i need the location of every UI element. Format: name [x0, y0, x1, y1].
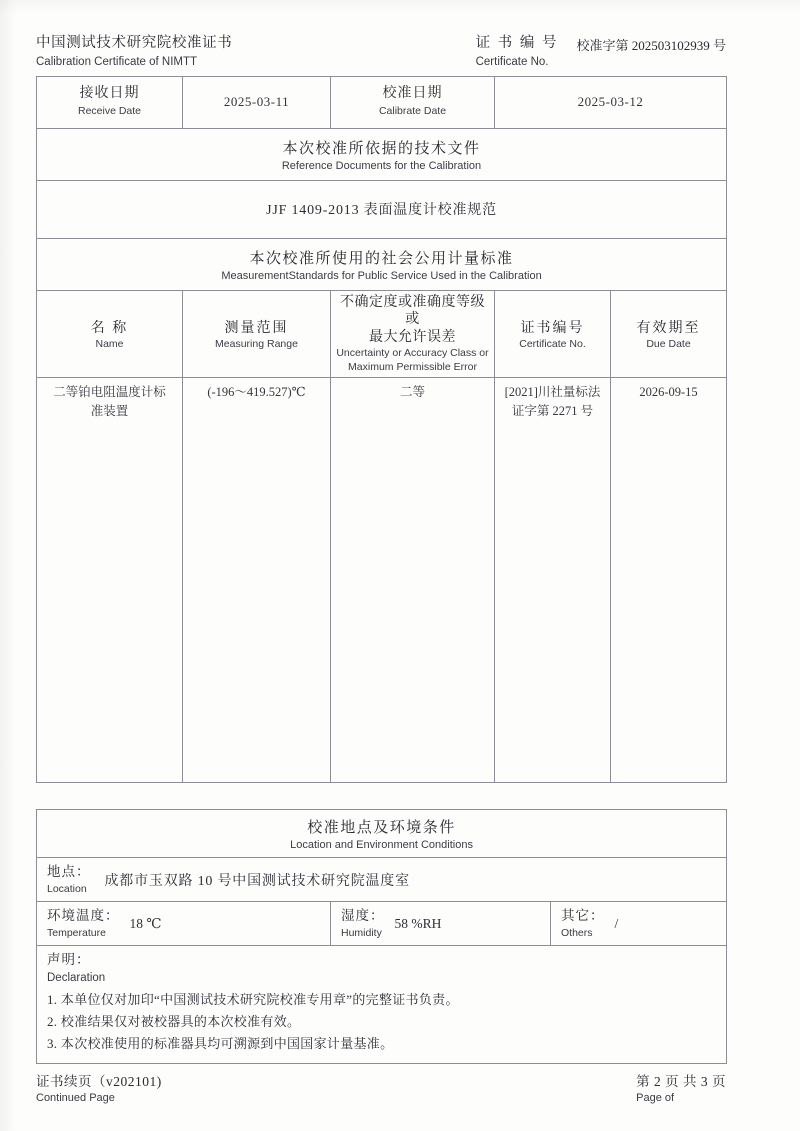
- page-number-en: Page of: [636, 1092, 675, 1105]
- calibrate-date-value-cell: [495, 76, 727, 128]
- document-title-block: [36, 34, 366, 70]
- declaration-items: [37, 989, 726, 1063]
- page-number: 第 2 页 共 3 页: [636, 1073, 726, 1089]
- location-place-value: 成都市玉双路 10 号中国测试技术研究院温度室: [104, 873, 410, 889]
- certificate-number-value: 校准字第 202503102939 号: [576, 38, 726, 53]
- humidity-label-cn: 湿度：: [341, 908, 385, 924]
- footer-left: [36, 1073, 162, 1107]
- reference-document-row: [37, 180, 727, 238]
- location-place-label: [47, 863, 91, 896]
- footer-right: [636, 1073, 726, 1107]
- temperature-cell: [37, 902, 331, 946]
- reference-document-cell: [37, 180, 727, 238]
- reference-title-cell: [37, 128, 727, 180]
- calibrate-date-label-cell: [331, 76, 495, 128]
- reference-document-value: JJF 1409-2013 表面温度计校准规范: [266, 203, 497, 219]
- footer-left-en: Continued Page: [36, 1092, 115, 1105]
- standards-col-duedate: [611, 290, 727, 378]
- others-value: /: [614, 915, 619, 931]
- standards-col-uncertainty-cn-1: 不确定度或准确度等级或: [340, 294, 485, 328]
- location-title-row: [37, 810, 727, 858]
- standards-header-row: [37, 290, 727, 378]
- certificate-content: [36, 34, 726, 1106]
- standard-name-value: [37, 378, 182, 426]
- footer-left-cn: 证书续页（v202101): [36, 1073, 162, 1089]
- receive-date-value: 2025-03-11: [223, 94, 290, 110]
- reference-title-cn: 本次校准所依据的技术文件: [282, 140, 481, 157]
- declaration-label: [37, 946, 726, 988]
- standards-col-certno-cn: 证书编号: [520, 320, 585, 336]
- location-place-row: [37, 858, 727, 902]
- standards-col-uncertainty-en-1: Uncertainty or Accuracy Class or: [336, 347, 489, 360]
- environment-row: [37, 902, 727, 946]
- standards-title-cn: 本次校准所使用的社会公用计量标准: [249, 250, 514, 267]
- standards-title-cell: [37, 238, 727, 290]
- humidity-label-en: Humidity: [341, 926, 382, 939]
- others-cell: [551, 902, 727, 946]
- location-title-en: Location and Environment Conditions: [290, 839, 473, 852]
- temperature-label-en: Temperature: [47, 926, 106, 939]
- temperature-label: [47, 907, 120, 940]
- standards-col-range: [183, 290, 331, 378]
- standards-col-certno: [495, 290, 611, 378]
- temperature-label-cn: 环境温度：: [47, 908, 120, 924]
- others-label-cn: 其它：: [561, 908, 605, 924]
- list-item: 1. 本单位仅对加印“中国测试技术研究院校准专用章”的完整证书负责。: [47, 991, 459, 1007]
- standards-col-uncertainty: [331, 290, 495, 378]
- location-place-label-cn: 地点：: [47, 864, 91, 880]
- reference-title-en: Reference Documents for the Calibration: [281, 159, 482, 172]
- standards-col-duedate-en: Due Date: [646, 337, 691, 350]
- page-title-en: Calibration Certificate of NIMTT: [36, 55, 198, 68]
- certificate-number-label: [476, 34, 559, 70]
- calibrate-date-value: 2025-03-12: [577, 94, 644, 110]
- standard-certno-cell: [495, 378, 611, 783]
- standards-col-duedate-cn: 有效期至: [636, 320, 701, 336]
- standards-col-range-en: Measuring Range: [215, 337, 298, 350]
- page-title: 中国测试技术研究院校准证书: [36, 35, 233, 51]
- standard-certno-line1: [2021]川社量标法: [504, 385, 601, 400]
- standards-title-row: [37, 238, 727, 290]
- standard-name-cell: [37, 378, 183, 783]
- standard-certno-value: [495, 378, 610, 426]
- declaration-label-en: Declaration: [47, 971, 106, 984]
- location-title-cell: [37, 810, 727, 858]
- list-item: 2. 校准结果仅对被校器具的本次校准有效。: [47, 1014, 301, 1030]
- standards-col-name-cn: 名 称: [90, 320, 129, 336]
- list-item: 3. 本次校准使用的标准器具均可溯源到中国国家计量基准。: [47, 1036, 394, 1052]
- standard-range-cell: [183, 378, 331, 783]
- certificate-number-label-en: Certificate No.: [475, 55, 549, 68]
- declaration-cell: [37, 946, 727, 1063]
- others-label: [561, 907, 605, 940]
- location-place-label-en: Location: [47, 882, 87, 895]
- standard-duedate-value: 2026-09-15: [639, 385, 698, 400]
- certificate-table: [36, 76, 727, 784]
- calibrate-date-label-cn: 校准日期: [382, 86, 443, 102]
- standard-range-value: (-196～419.527)℃: [207, 385, 306, 400]
- others-label-en: Others: [561, 926, 593, 939]
- standards-col-range-cn: 测量范围: [224, 320, 289, 336]
- declaration-row: [37, 946, 727, 1063]
- standards-col-name-en: Name: [95, 337, 124, 350]
- calibrate-date-label-en: Calibrate Date: [378, 105, 447, 118]
- document-header: [36, 34, 726, 70]
- location-title-cn: 校准地点及环境条件: [307, 820, 456, 837]
- standard-name-line1: 二等铂电阻温度计标: [53, 385, 166, 400]
- dates-row: [37, 76, 727, 128]
- standards-col-uncertainty-cn-2: 最大允许误差: [369, 329, 456, 345]
- location-place-cell: [37, 858, 727, 902]
- standard-uncertainty-value: 二等: [399, 385, 425, 400]
- receive-date-label-cell: [37, 76, 183, 128]
- temperature-value: 18 ℃: [129, 915, 162, 931]
- receive-date-label-en: Receive Date: [77, 105, 142, 118]
- location-table: [36, 809, 727, 1063]
- standards-col-name: [37, 290, 183, 378]
- standard-duedate-cell: [611, 378, 727, 783]
- humidity-value: 58 %RH: [394, 915, 442, 931]
- section-spacer: [36, 783, 726, 809]
- certificate-number-label-cn: 证 书 编 号: [475, 35, 559, 51]
- standards-col-uncertainty-en-2: Maximum Permissible Error: [348, 361, 477, 374]
- table-row: [37, 378, 727, 783]
- humidity-label: [341, 907, 385, 940]
- receive-date-label-cn: 接收日期: [79, 86, 140, 102]
- page-footer: [36, 1073, 726, 1107]
- standards-title-en: MeasurementStandards for Public Service Used in the Calibration: [221, 269, 542, 282]
- standard-name-line2: 准装置: [90, 404, 129, 419]
- standard-certno-line2: 证字第 2271 号: [511, 404, 594, 419]
- certificate-number-block: [476, 34, 726, 70]
- reference-title-row: [37, 128, 727, 180]
- standard-uncertainty-cell: [331, 378, 495, 783]
- humidity-cell: [331, 902, 551, 946]
- standards-col-certno-en: Certificate No.: [519, 337, 586, 350]
- receive-date-value-cell: [183, 76, 331, 128]
- declaration-label-cn: 声明：: [47, 952, 91, 968]
